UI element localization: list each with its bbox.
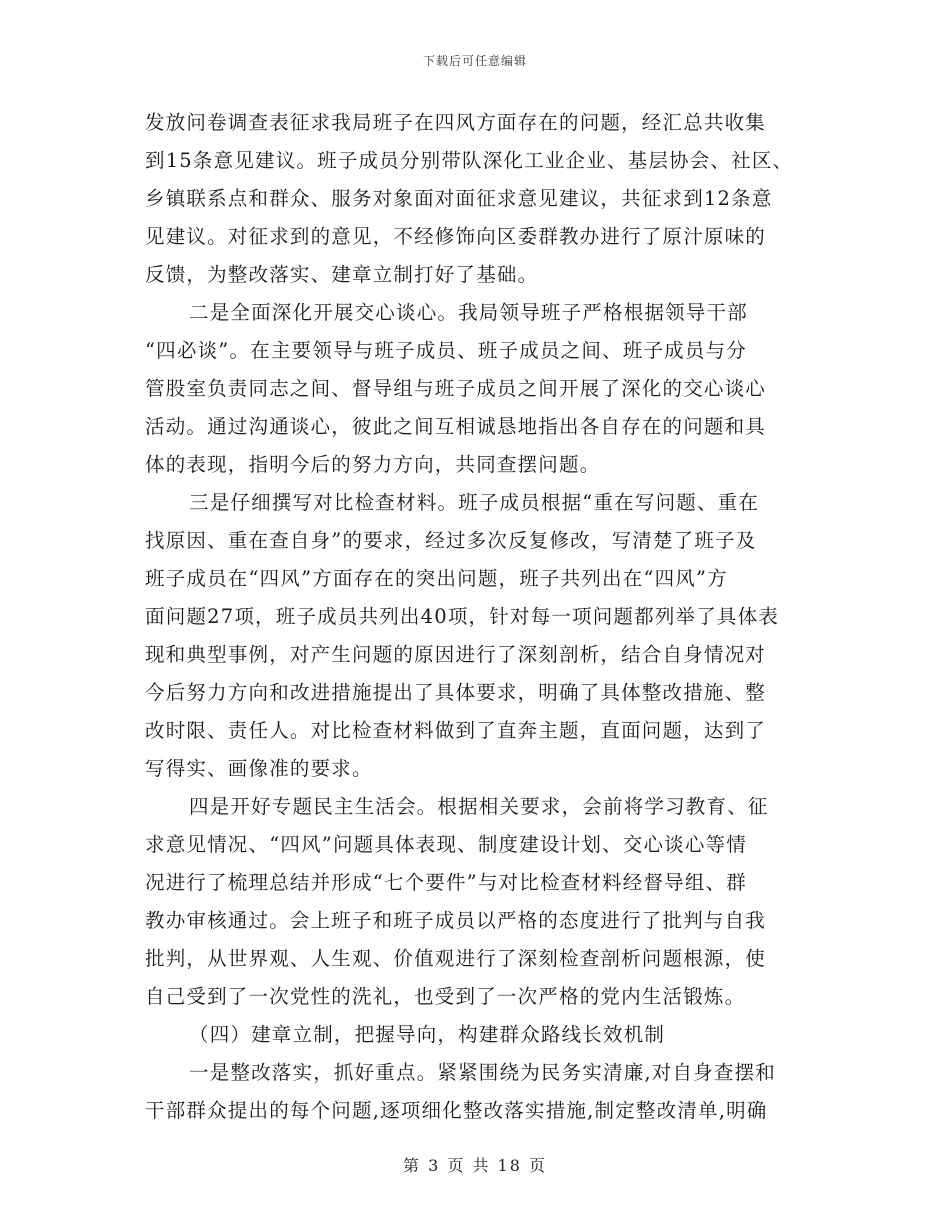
text-line: 见建议。对征求到的意见，不经修饰向区委群教办进行了原汁原味的 [145, 225, 767, 248]
text-line: 到15条意见建议。班子成员分别带队深化工业企业、基层协会、社区、 [145, 149, 794, 172]
page-number: 第 3 页 共 18 页 [403, 1156, 547, 1175]
text-line: 面问题27项，班子成员共列出40项，针对每一项问题都列举了具体表 [145, 605, 780, 628]
text-line: 自己受到了一次党性的洗礼，也受到了一次严格的党内生活锻炼。 [145, 985, 746, 1008]
text-line: 干部群众提出的每个问题,逐项细化整改落实措施,制定整改清单,明确 [145, 1099, 768, 1122]
text-line: 写得实、画像准的要求。 [145, 757, 373, 780]
text-line: 乡镇联系点和群众、服务对象面对面征求意见建议，共征求到12条意 [145, 187, 773, 210]
paragraph-start-line: 三是仔细撰写对比检查材料。班子成员根据“重在写问题、重在 [189, 491, 760, 514]
text-line: 活动。通过沟通谈心，彼此之间互相诚恳地指出各自存在的问题和具 [145, 415, 767, 438]
page-header: 下载后可任意编辑 [422, 54, 527, 68]
text-line: 反馈，为整改落实、建章立制打好了基础。 [145, 263, 539, 286]
text-line: 改时限、责任人。对比检查材料做到了直奔主题，直面问题，达到了 [145, 719, 767, 742]
paragraph-start-line: 一是整改落实，抓好重点。紧紧围绕为民务实清廉,对自身查摆和 [189, 1061, 776, 1084]
text-line: 班子成员在“四风”方面存在的突出问题，班子共列出在“四风”方 [145, 567, 728, 590]
text-line: 现和典型事例，对产生问题的原因进行了深刻剖析，结合自身情况对 [145, 643, 767, 666]
text-line: “四必谈”。在主要领导与班子成员、班子成员之间、班子成员与分 [145, 339, 747, 362]
document-body [145, 104, 825, 1130]
text-line: 今后努力方向和改进措施提出了具体要求，明确了具体整改措施、整 [145, 681, 767, 704]
paragraph-start-line: 二是全面深化开展交心谈心。我局领导班子严格根据领导干部 [189, 301, 748, 324]
text-line: 教办审核通过。会上班子和班子成员以严格的态度进行了批判与自我 [145, 909, 767, 932]
section-heading: （四）建章立制，把握导向，构建群众路线长效机制 [189, 1023, 666, 1046]
paragraph-start-line: 四是开好专题民主生活会。根据相关要求，会前将学习教育、征 [189, 795, 769, 818]
text-line: 况进行了梳理总结并形成“七个要件”与对比检查材料经督导组、群 [145, 871, 747, 894]
text-line: 求意见情况、“四风”问题具体表现、制度建设计划、交心谈心等情 [145, 833, 747, 856]
text-line: 批判，从世界观、人生观、价值观进行了深刻检查剖析问题根源，使 [145, 947, 767, 970]
text-line: 体的表现，指明今后的努力方向，共同查摆问题。 [145, 453, 601, 476]
text-line: 找原因、重在查自身”的要求，经过多次反复修改，写清楚了班子及 [145, 529, 757, 552]
text-line: 管股室负责同志之间、督导组与班子成员之间开展了深化的交心谈心 [145, 377, 767, 400]
text-line: 发放问卷调查表征求我局班子在四风方面存在的问题，经汇总共收集 [145, 111, 767, 134]
